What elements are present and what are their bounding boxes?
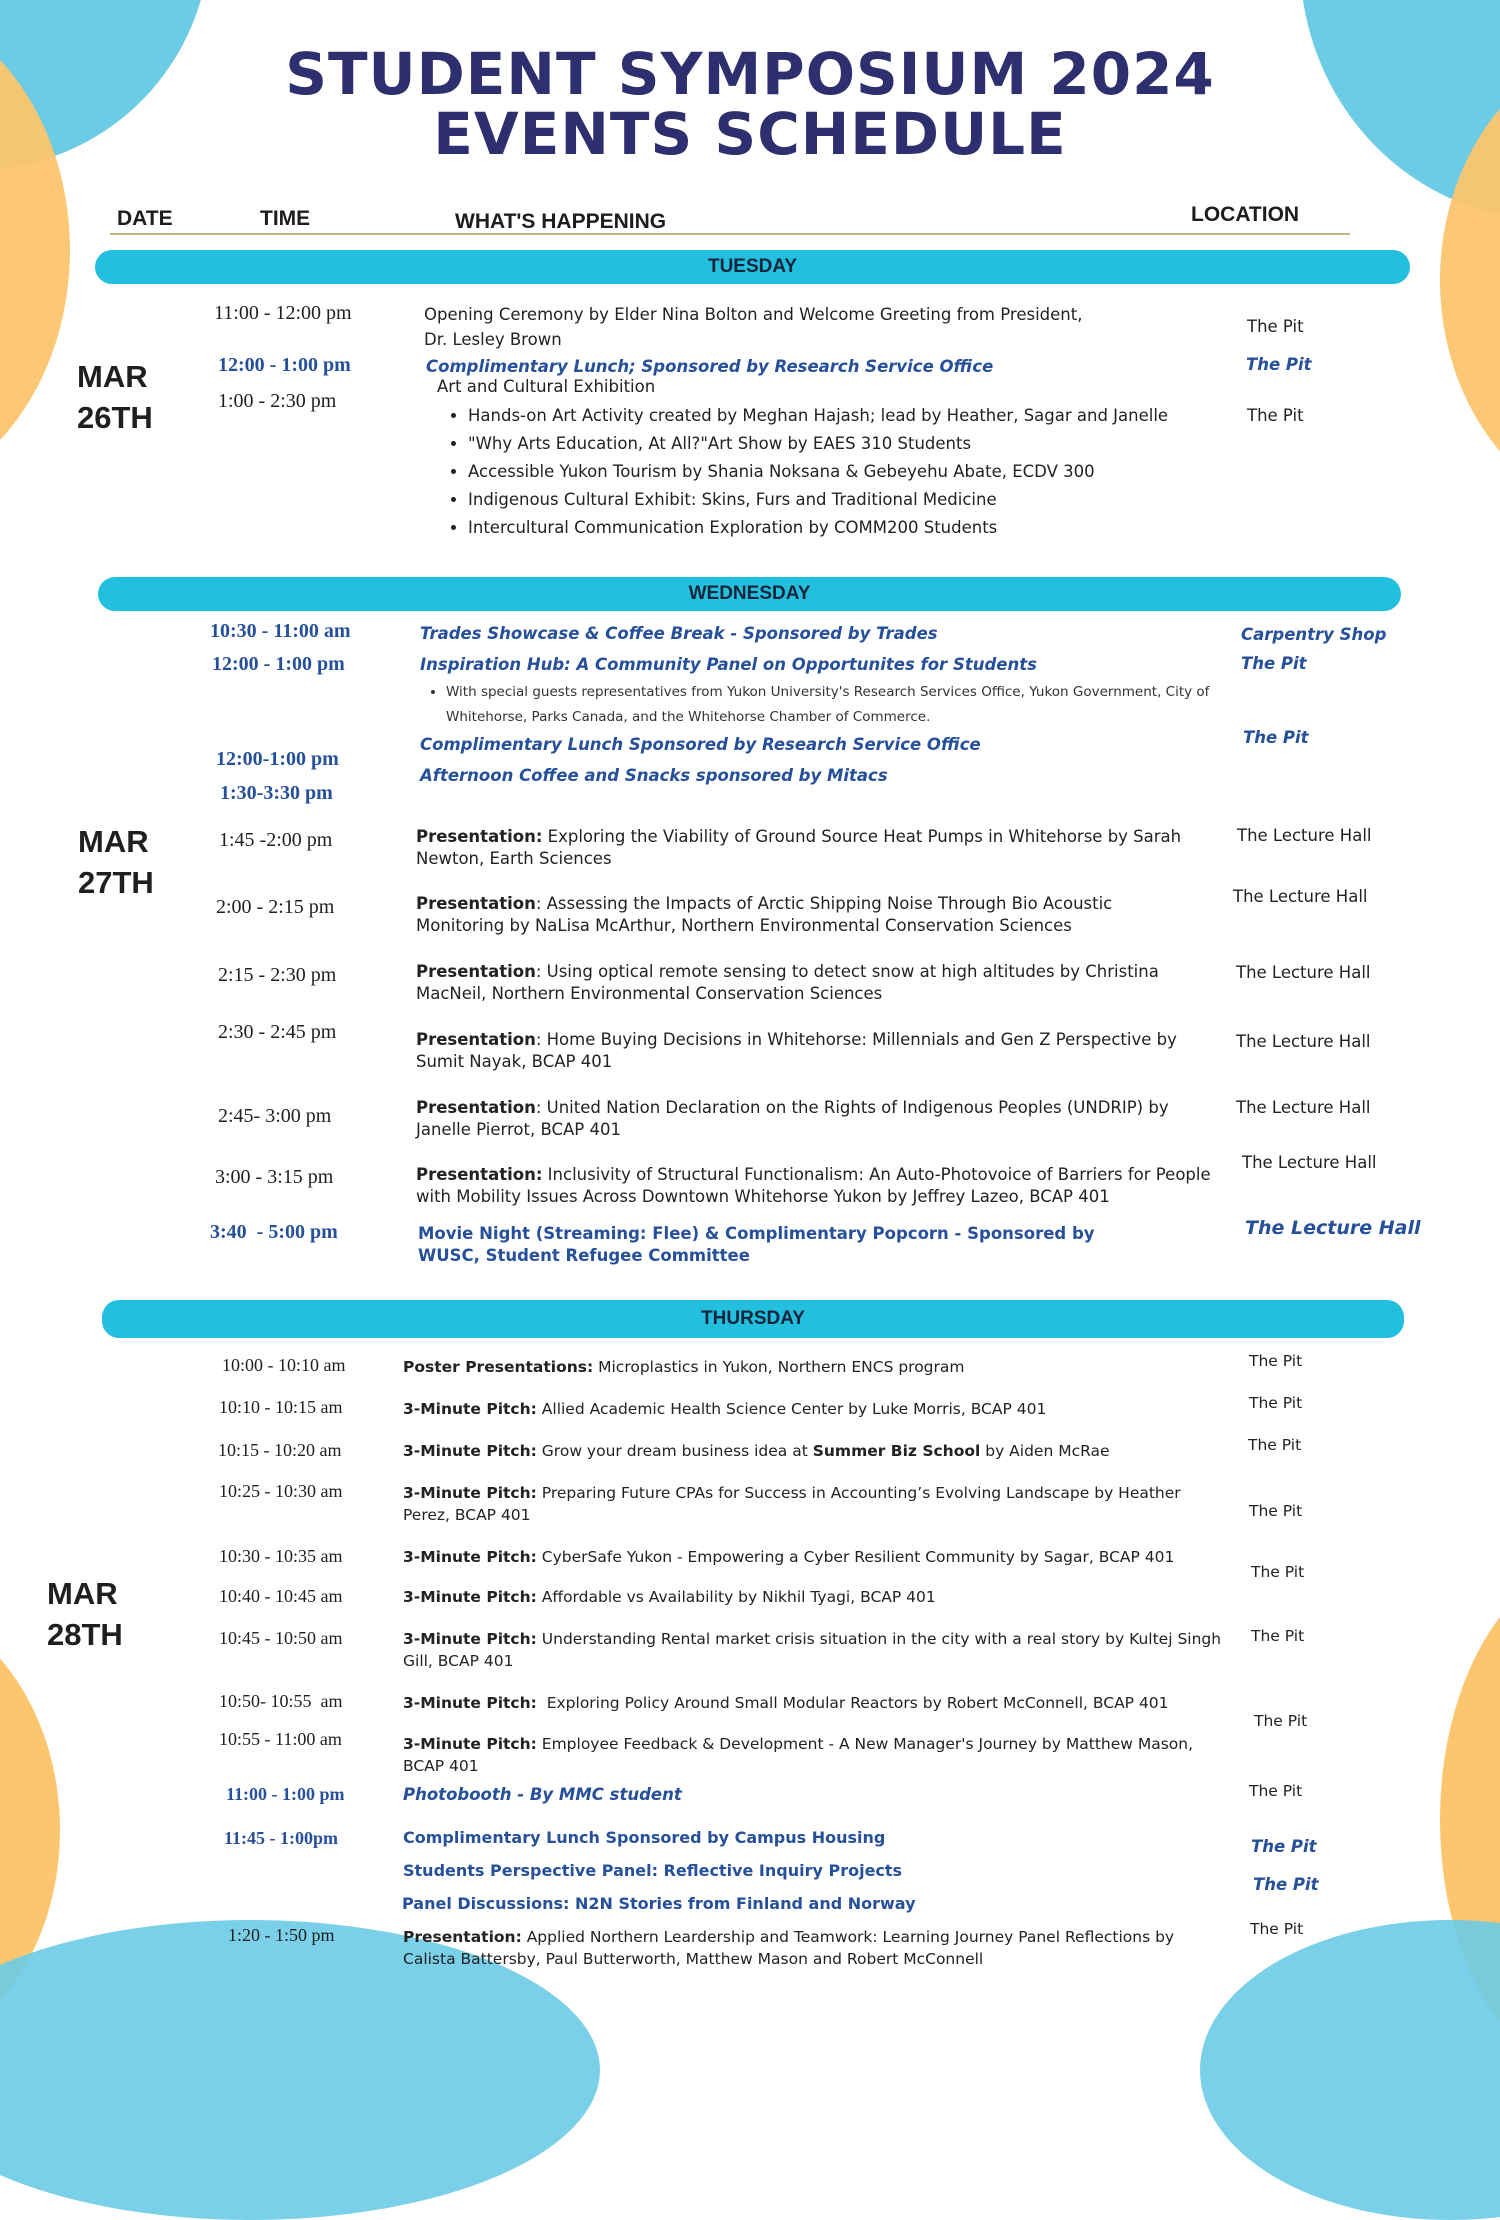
event-description: Students Perspective Panel: Reflective Inquiry Projects (403, 1861, 903, 1880)
event-location: The Lecture Hall (1236, 963, 1371, 982)
event-description: Photobooth - By MMC student (403, 1785, 682, 1804)
event-description: 3-Minute Pitch: Grow your dream business idea at Summer Biz School by Aiden McRae (403, 1442, 1110, 1460)
exhibition-list (442, 402, 1188, 542)
event-location: The Lecture Hall (1236, 1098, 1371, 1117)
event-time: 10:55 - 11:00 am (219, 1729, 342, 1749)
event-time: 2:30 - 2:45 pm (218, 1021, 337, 1043)
event-time: 10:30 - 10:35 am (219, 1546, 343, 1566)
event-time: 12:00 - 1:00 pm (218, 354, 351, 376)
event-time: 2:00 - 2:15 pm (216, 896, 335, 918)
column-header-date: DATE (117, 207, 173, 230)
date-label-mar-26: MAR 26TH (77, 359, 153, 435)
date-label-mar-28: MAR 28TH (47, 1576, 123, 1652)
event-time: 10:45 - 10:50 am (219, 1628, 343, 1648)
event-description: 3-Minute Pitch: Preparing Future CPAs for Success in Accounting’s Evolving Landscape by Heather Perez, BCAP 401 (403, 1484, 1181, 1524)
list-item: • "Why Arts Education, At All?"Art Show by EAES 310 Students (468, 430, 1188, 458)
event-location: The Pit (1249, 1502, 1303, 1520)
event-description: Presentation: Assessing the Impacts of Arctic Shipping Noise Through Bio Acoustic Monitoring by NaLisa McArthur, Northern Environmental Conservation Sciences (416, 894, 1113, 935)
day-bar-tuesday: TUESDAY (95, 250, 1410, 284)
event-time: 1:45 -2:00 pm (219, 829, 333, 851)
list-item: • Intercultural Communication Exploration by COMM200 Students (468, 514, 1188, 542)
event-time: 12:00 - 1:00 pm (212, 653, 345, 675)
event-description: Complimentary Lunch Sponsored by Research Service Office (420, 735, 981, 754)
event-time: 2:45- 3:00 pm (218, 1105, 332, 1127)
event-description: Panel Discussions: N2N Stories from Finland and Norway (402, 1894, 916, 1913)
title-line-1: STUDENT SYMPOSIUM 2024 (285, 40, 1215, 108)
event-time: 1:20 - 1:50 pm (228, 1925, 335, 1945)
event-time: 1:00 - 2:30 pm (218, 390, 337, 412)
event-time: 10:00 - 10:10 am (222, 1355, 346, 1375)
title-line-2: EVENTS SCHEDULE (433, 100, 1067, 168)
event-description: Complimentary Lunch Sponsored by Campus Housing (403, 1828, 886, 1847)
event-description: 3-Minute Pitch: Exploring Policy Around Small Modular Reactors by Robert McConnell, BCAP 401 (403, 1694, 1169, 1712)
event-location: The Pit (1254, 1712, 1308, 1730)
event-time: 2:15 - 2:30 pm (218, 964, 337, 986)
event-description: Presentation: Using optical remote sensing to detect snow at high altitudes by Christina MacNeil, Northern Environmental Conservation Sciences (416, 962, 1159, 1003)
list-item: • Accessible Yukon Tourism by Shania Noksana & Gebeyehu Abate, ECDV 300 (468, 458, 1188, 486)
event-description: Presentation: United Nation Declaration on the Rights of Indigenous Peoples (UNDRIP) by Janelle Pierrot, BCAP 401 (416, 1098, 1169, 1139)
event-location: The Lecture Hall (1237, 826, 1372, 845)
event-time: 10:10 - 10:15 am (219, 1397, 343, 1417)
event-location: The Lecture Hall (1236, 1032, 1371, 1051)
event-description: Trades Showcase & Coffee Break - Sponsored by Trades (420, 624, 938, 643)
event-description: 3-Minute Pitch: Understanding Rental market crisis situation in the city with a real story by Kultej Singh Gill, BCAP 401 (403, 1630, 1222, 1670)
event-description: Art and Cultural Exhibition (437, 377, 656, 396)
event-location: The Pit (1253, 1875, 1319, 1894)
event-description: Inspiration Hub: A Community Panel on Opportunites for Students (420, 655, 1037, 674)
event-description: Presentation: Applied Northern Leardership and Teamwork: Learning Journey Panel Reflections by Calista Battersby, Paul Butterworth, Matthew Mason and Robert McConnell (403, 1928, 1175, 1968)
event-location: The Lecture Hall (1242, 1153, 1377, 1172)
event-description: Movie Night (Streaming: Flee) & Complimentary Popcorn - Sponsored by WUSC, Student Refugee Committee (418, 1224, 1095, 1265)
event-description: Complimentary Lunch; Sponsored by Research Service Office (426, 357, 994, 376)
event-time: 10:15 - 10:20 am (218, 1440, 342, 1460)
list-item: • Hands-on Art Activity created by Meghan Hajash; lead by Heather, Sagar and Janelle (468, 402, 1188, 430)
event-description: Afternoon Coffee and Snacks sponsored by Mitacs (420, 766, 888, 785)
event-location: The Pit (1251, 1627, 1305, 1645)
column-header-time: TIME (260, 207, 311, 230)
event-description: 3-Minute Pitch: CyberSafe Yukon - Empowering a Cyber Resilient Community by Sagar, BCAP 401 (403, 1548, 1175, 1566)
event-description: Opening Ceremony by Elder Nina Bolton and Welcome Greeting from President, Dr. Lesley Brown (424, 305, 1083, 349)
event-time: 10:50- 10:55 am (219, 1691, 343, 1711)
event-time: 10:40 - 10:45 am (219, 1586, 343, 1606)
event-location: The Pit (1246, 355, 1312, 374)
event-description: Poster Presentations: Microplastics in Yukon, Northern ENCS program (403, 1358, 965, 1376)
event-location: The Pit (1251, 1837, 1317, 1856)
event-location: The Pit (1247, 317, 1304, 336)
event-location: The Pit (1251, 1563, 1305, 1581)
page-title (0, 40, 1500, 168)
decor-blob-blue-bottom-right (1200, 1920, 1500, 2220)
event-description: 3-Minute Pitch: Employee Feedback & Development - A New Manager's Journey by Matthew Mason, BCAP 401 (403, 1735, 1194, 1775)
event-time: 11:45 - 1:00pm (224, 1828, 338, 1848)
event-description: 3-Minute Pitch: Allied Academic Health Science Center by Luke Morris, BCAP 401 (403, 1400, 1047, 1418)
event-time: 10:25 - 10:30 am (219, 1481, 343, 1501)
list-item: • Indigenous Cultural Exhibit: Skins, Furs and Traditional Medicine (468, 486, 1188, 514)
event-description: 3-Minute Pitch: Affordable vs Availability by Nikhil Tyagi, BCAP 401 (403, 1588, 936, 1606)
event-description: Presentation: Exploring the Viability of Ground Source Heat Pumps in Whitehorse by Sarah Newton, Earth Sciences (416, 827, 1182, 868)
event-location: The Pit (1248, 1436, 1302, 1454)
event-location: The Pit (1249, 1782, 1303, 1800)
event-time: 3:40 - 5:00 pm (210, 1221, 338, 1243)
event-location: The Pit (1249, 1352, 1303, 1370)
event-time: 3:00 - 3:15 pm (215, 1166, 334, 1188)
event-location: Carpentry Shop (1241, 625, 1387, 644)
event-time: 11:00 - 12:00 pm (214, 302, 352, 324)
event-time: 10:30 - 11:00 am (210, 620, 351, 642)
event-description: Presentation: Home Buying Decisions in Whitehorse: Millennials and Gen Z Perspective by Sumit Nayak, BCAP 401 (416, 1030, 1177, 1071)
day-bar-wednesday: WEDNESDAY (98, 577, 1401, 611)
event-time: 11:00 - 1:00 pm (226, 1784, 345, 1804)
event-time: 12:00-1:00 pm (216, 748, 339, 770)
header-divider (110, 233, 1350, 235)
panel-guests-note (424, 680, 1256, 730)
event-location: The Pit (1243, 728, 1309, 747)
event-location: The Pit (1241, 654, 1307, 673)
event-location: The Pit (1249, 1394, 1303, 1412)
day-bar-thursday: THURSDAY (102, 1300, 1404, 1338)
event-location: The Lecture Hall (1233, 887, 1368, 906)
column-header-location: LOCATION (1191, 203, 1300, 226)
event-location: The Pit (1247, 406, 1304, 425)
event-location: The Pit (1250, 1920, 1304, 1938)
event-description: Presentation: Inclusivity of Structural Functionalism: An Auto-Photovoice of Barriers for People with Mobility Issues Across Downtown Whitehorse Yukon by Jeffrey Lazeo, BCAP 401 (416, 1165, 1211, 1206)
date-label-mar-27: MAR 27TH (78, 824, 154, 900)
event-location: The Lecture Hall (1245, 1217, 1421, 1239)
event-time: 1:30-3:30 pm (220, 782, 333, 804)
list-item: • With special guests representatives from Yukon University's Research Services Office, Yukon Government, City of Whitehorse, Parks Canada, and the Whitehorse Chamber of Commerce. (446, 680, 1256, 730)
column-header-what: WHAT'S HAPPENING (455, 210, 667, 233)
